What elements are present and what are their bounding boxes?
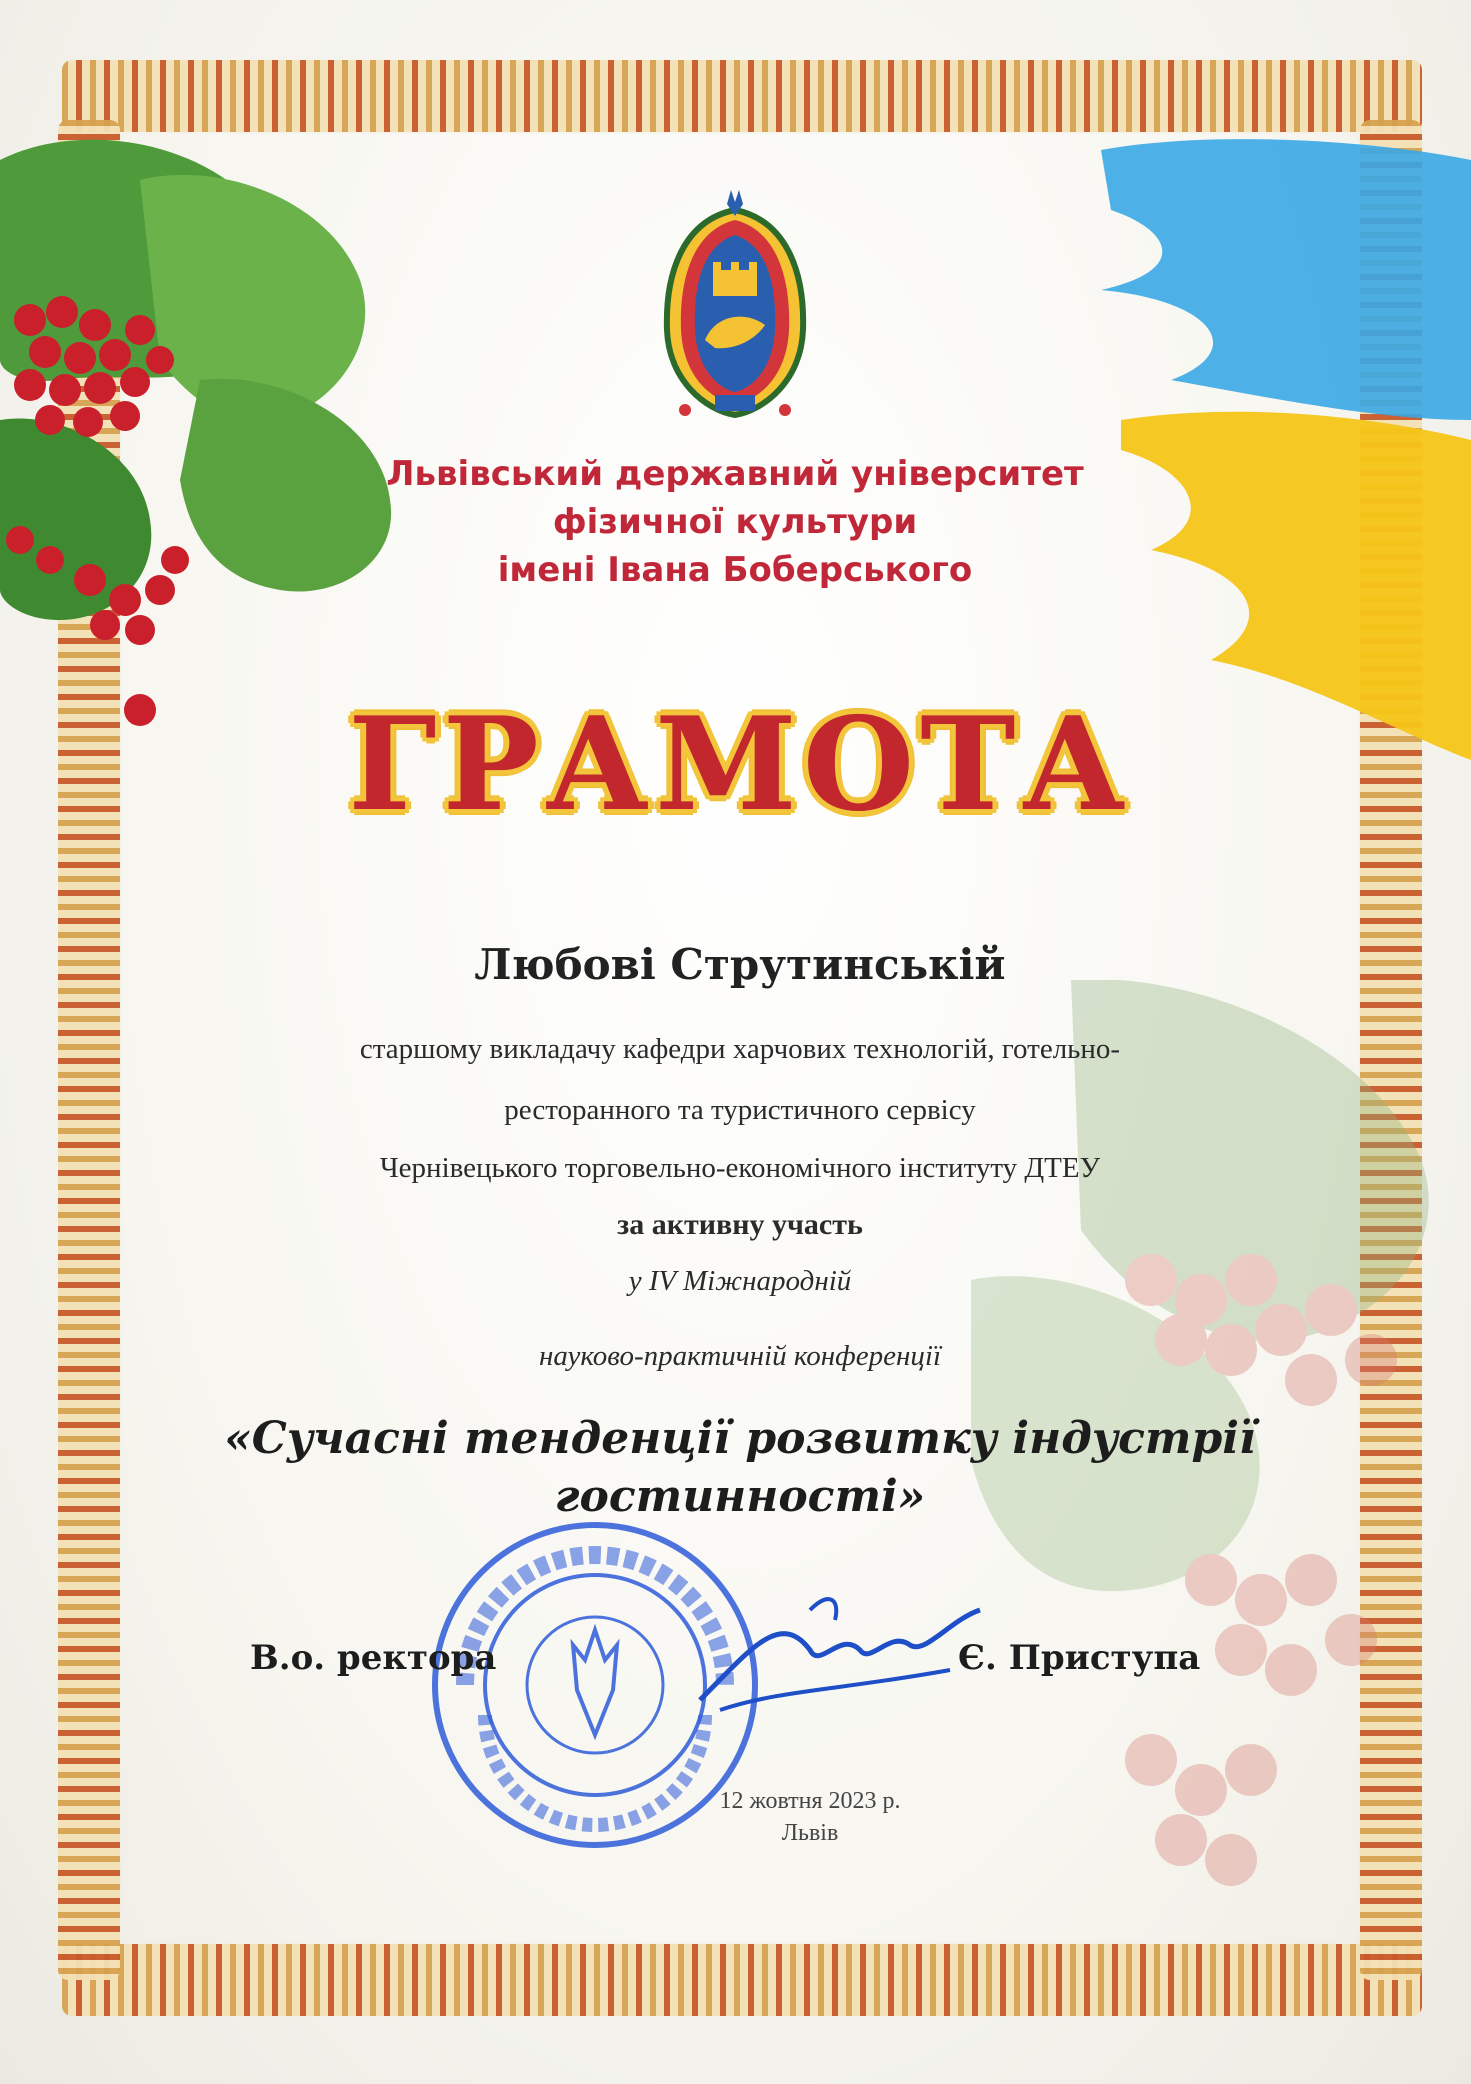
university-name-line3: імені Івана Боберського	[497, 550, 973, 590]
flag-brush-decoration	[951, 120, 1471, 770]
issue-date: 12 жовтня 2023 р.	[719, 1788, 901, 1814]
issue-city: Львів	[781, 1820, 839, 1846]
conference-title-line2: гостинності»	[554, 1471, 926, 1522]
university-emblem-icon	[655, 190, 815, 430]
conference-title-line1: «Сучасні тенденції розвитку індустрії	[224, 1413, 1256, 1464]
award-reason: за активну участь	[617, 1208, 863, 1241]
recipient-name: Любові Струтинській	[474, 940, 1006, 989]
certificate-title: ГРАМОТА	[348, 690, 1132, 840]
university-name-line1: Львівський державний університет	[386, 454, 1084, 494]
viburnum-leaves-decoration	[0, 120, 420, 740]
position-line1: старшому викладачу кафедри харчових технологій, готельно-	[359, 1033, 1121, 1065]
signatory-name: Є. Приступа	[958, 1638, 1201, 1678]
event-line1: у IV Міжнародній	[628, 1265, 852, 1297]
event-line2: науково-практичній конференції	[538, 1340, 942, 1372]
signatory-role: В.о. ректора	[250, 1638, 497, 1678]
position-line3: Чернівецького торговельно-економічного інституту ДТЕУ	[379, 1152, 1101, 1184]
conference-title	[220, 1410, 1260, 1526]
certificate-title-block	[300, 690, 1180, 860]
university-name	[240, 450, 1230, 594]
university-name-line2: фізичної культури	[552, 502, 918, 542]
position-line2: ресторанного та туристичного сервісу	[504, 1094, 976, 1126]
handwritten-signature	[690, 1590, 990, 1730]
